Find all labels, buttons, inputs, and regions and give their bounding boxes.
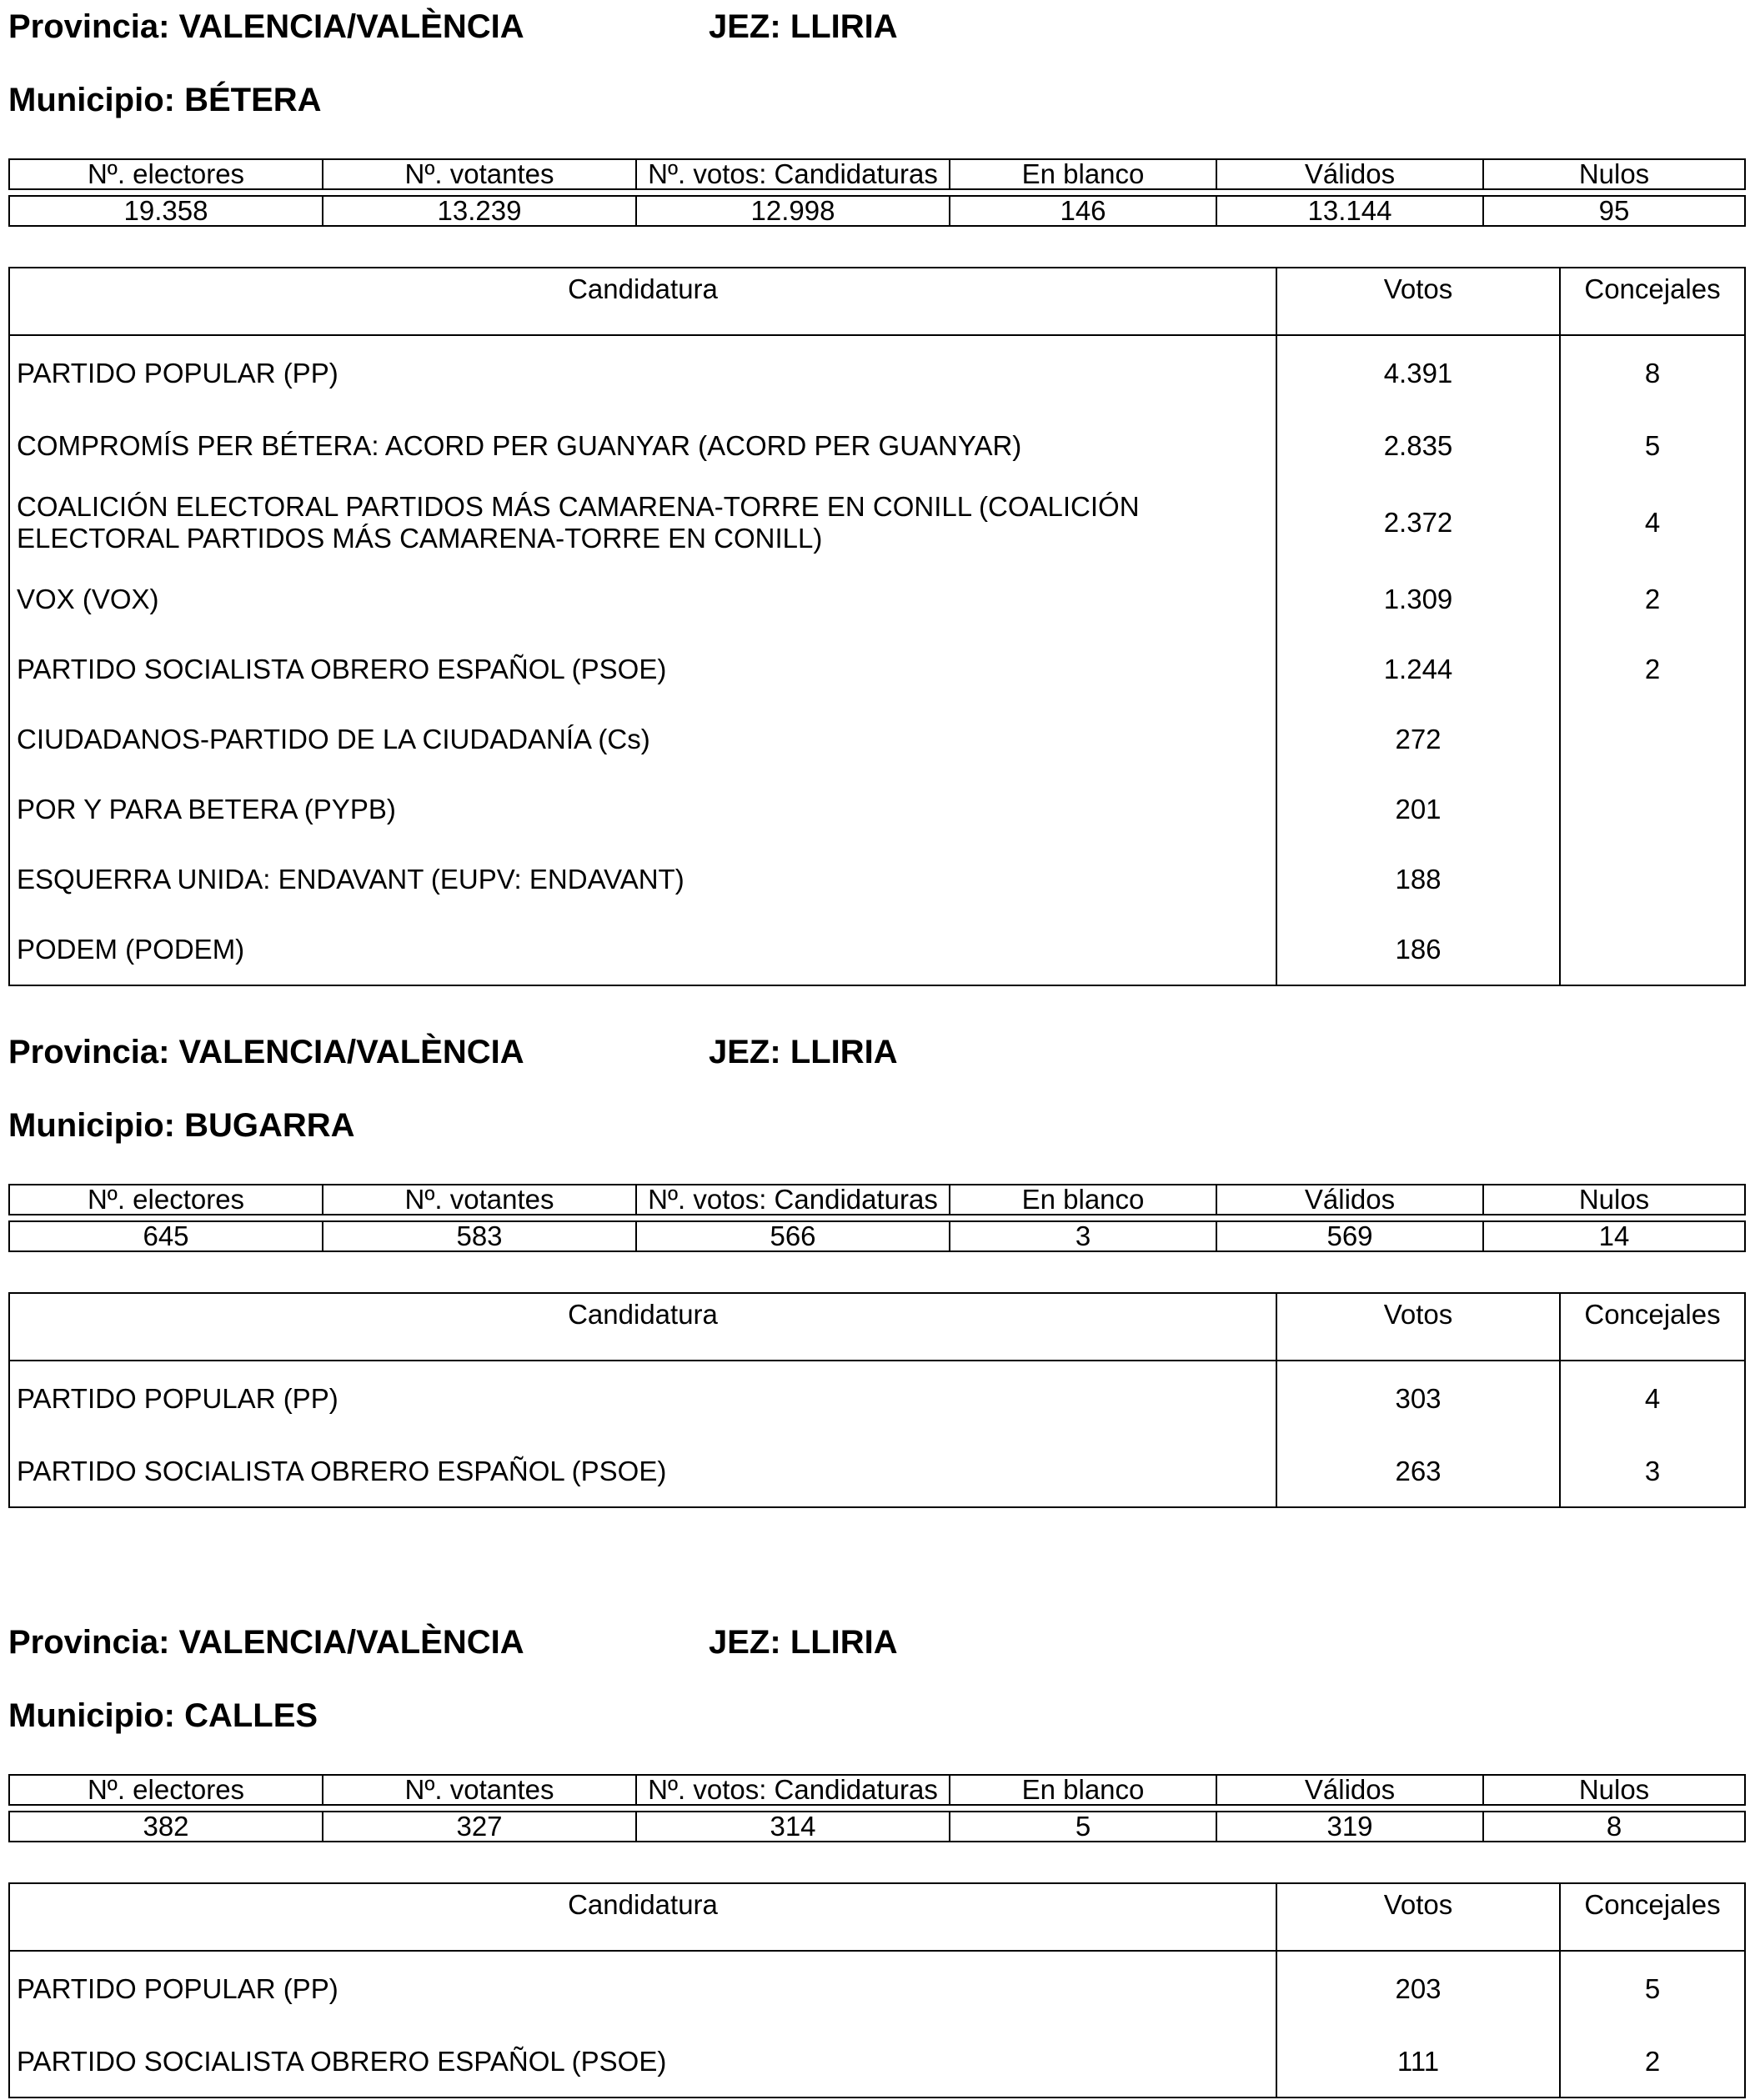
summary-value-row [9, 196, 1745, 226]
summary-header-cell: Nulos [1483, 1775, 1745, 1805]
summary-value-cell: 583 [323, 1221, 636, 1251]
summary-value-cell: 12.998 [636, 196, 950, 226]
jez-value: LLIRIA [790, 1624, 898, 1661]
candidaturas-header-cell: Candidatura [9, 1883, 1276, 1951]
summary-header-row [9, 1185, 1745, 1215]
candidatura-concejales [1560, 704, 1745, 774]
candidatura-concejales: 2 [1560, 2027, 1745, 2097]
jez-label: JEZ: [709, 8, 781, 45]
candidaturas-table [8, 267, 1746, 986]
candidaturas-header-cell: Concejales [1560, 1293, 1745, 1361]
candidatura-name: PARTIDO POPULAR (PP) [17, 1973, 338, 2004]
candidatura-concejales: 4 [1560, 481, 1745, 564]
candidatura-concejales: 4 [1560, 1361, 1745, 1436]
provincia-value: VALENCIA/VALÈNCIA [178, 1034, 524, 1070]
summary-table [8, 158, 1746, 227]
summary-header-cell: Nº. votantes [323, 1775, 636, 1805]
candidatura-name: PARTIDO POPULAR (PP) [17, 358, 338, 388]
candidatura-row [9, 704, 1745, 774]
candidatura-concejales: 3 [1560, 1436, 1745, 1507]
summary-header-cell: Nº. votos: Candidaturas [636, 1775, 950, 1805]
summary-header-cell: Nº. votantes [323, 1185, 636, 1215]
municipio-label: Municipio: [8, 1697, 175, 1734]
municipio-line [8, 80, 322, 120]
summary-header-cell: En blanco [950, 159, 1216, 189]
summary-value-cell: 5 [950, 1812, 1216, 1842]
candidatura-votos: 2.835 [1276, 411, 1560, 481]
summary-header-cell: Nº. votos: Candidaturas [636, 159, 950, 189]
candidatura-name: PODEM (PODEM) [17, 934, 245, 965]
summary-header-cell: En blanco [950, 1775, 1216, 1805]
candidaturas-header-row [9, 1293, 1745, 1361]
summary-value-cell: 382 [9, 1812, 323, 1842]
candidaturas-header-row [9, 268, 1745, 335]
municipio-value: BUGARRA [184, 1107, 355, 1144]
candidatura-concejales: 2 [1560, 564, 1745, 634]
candidatura-name: COALICIÓN ELECTORAL PARTIDOS MÁS CAMARENA-TORRE EN CONILL (COALICIÓN ELECTORAL PARTIDOS MÁS CAMARENA-TORRE EN CONILL) [17, 491, 1140, 554]
candidatura-name: PARTIDO SOCIALISTA OBRERO ESPAÑOL (PSOE) [17, 2046, 667, 2077]
candidaturas-header-cell: Votos [1276, 1883, 1560, 1951]
candidaturas-header-cell: Concejales [1560, 1883, 1745, 1951]
provincia-value: VALENCIA/VALÈNCIA [178, 1624, 524, 1661]
summary-value-cell: 13.144 [1216, 196, 1483, 226]
candidatura-concejales [1560, 915, 1745, 985]
candidatura-row [9, 845, 1745, 915]
candidaturas-table [8, 1292, 1746, 1508]
summary-header-cell: Nº. votos: Candidaturas [636, 1185, 950, 1215]
candidaturas-header-cell: Votos [1276, 1293, 1560, 1361]
municipio-value: CALLES [184, 1697, 318, 1734]
candidatura-name: COMPROMÍS PER BÉTERA: ACORD PER GUANYAR (ACORD PER GUANYAR) [17, 430, 1022, 461]
summary-gap [9, 189, 1745, 196]
summary-gap [9, 1215, 1745, 1221]
candidatura-votos: 201 [1276, 774, 1560, 845]
candidatura-votos: 4.391 [1276, 335, 1560, 411]
summary-value-cell: 3 [950, 1221, 1216, 1251]
candidatura-votos: 1.244 [1276, 634, 1560, 704]
summary-header-cell: Nº. electores [9, 1185, 323, 1215]
summary-value-cell: 314 [636, 1812, 950, 1842]
summary-value-cell: 319 [1216, 1812, 1483, 1842]
summary-header-cell: Nº. electores [9, 159, 323, 189]
candidaturas-header-cell: Candidatura [9, 1293, 1276, 1361]
candidatura-votos: 203 [1276, 1951, 1560, 2027]
provincia-line [8, 1032, 898, 1072]
summary-value-cell: 146 [950, 196, 1216, 226]
summary-header-cell: Válidos [1216, 159, 1483, 189]
candidatura-votos: 111 [1276, 2027, 1560, 2097]
summary-value-cell: 569 [1216, 1221, 1483, 1251]
summary-value-row [9, 1812, 1745, 1842]
summary-value-cell: 8 [1483, 1812, 1745, 1842]
candidaturas-header-row [9, 1883, 1745, 1951]
jez-group [709, 7, 898, 47]
provincia-value: VALENCIA/VALÈNCIA [178, 8, 524, 45]
candidatura-votos: 186 [1276, 915, 1560, 985]
candidatura-row [9, 1951, 1745, 2027]
candidaturas-header-cell: Votos [1276, 268, 1560, 335]
candidatura-votos: 303 [1276, 1361, 1560, 1436]
jez-value: LLIRIA [790, 8, 898, 45]
summary-value-cell: 327 [323, 1812, 636, 1842]
summary-table [8, 1774, 1746, 1842]
municipio-line [8, 1105, 355, 1145]
jez-label: JEZ: [709, 1034, 781, 1070]
summary-gap [9, 1805, 1745, 1812]
candidatura-row [9, 915, 1745, 985]
candidatura-name: CIUDADANOS-PARTIDO DE LA CIUDADANÍA (Cs) [17, 724, 650, 754]
candidatura-row [9, 2027, 1745, 2097]
summary-header-cell: Válidos [1216, 1775, 1483, 1805]
summary-value-cell: 13.239 [323, 196, 636, 226]
municipio-value: BÉTERA [184, 82, 322, 118]
jez-value: LLIRIA [790, 1034, 898, 1070]
candidatura-name: PARTIDO SOCIALISTA OBRERO ESPAÑOL (PSOE) [17, 654, 667, 684]
summary-table [8, 1184, 1746, 1252]
summary-value-cell: 566 [636, 1221, 950, 1251]
candidatura-votos: 263 [1276, 1436, 1560, 1507]
candidatura-concejales [1560, 774, 1745, 845]
candidatura-concejales: 2 [1560, 634, 1745, 704]
provincia-label: Provincia: [8, 1624, 170, 1661]
candidatura-name: ESQUERRA UNIDA: ENDAVANT (EUPV: ENDAVANT) [17, 864, 684, 895]
jez-label: JEZ: [709, 1624, 781, 1661]
candidatura-row [9, 481, 1745, 564]
jez-group [709, 1032, 898, 1072]
candidatura-concejales: 5 [1560, 1951, 1745, 2027]
candidatura-row [9, 335, 1745, 411]
summary-value-row [9, 1221, 1745, 1251]
summary-header-cell: En blanco [950, 1185, 1216, 1215]
candidatura-name: VOX (VOX) [17, 584, 159, 614]
candidatura-name: PARTIDO POPULAR (PP) [17, 1383, 338, 1414]
candidatura-row [9, 634, 1745, 704]
candidaturas-header-cell: Concejales [1560, 268, 1745, 335]
candidatura-row [9, 1361, 1745, 1436]
provincia-line [8, 7, 898, 47]
candidatura-votos: 272 [1276, 704, 1560, 774]
candidatura-row [9, 564, 1745, 634]
summary-value-cell: 14 [1483, 1221, 1745, 1251]
summary-header-row [9, 159, 1745, 189]
summary-header-cell: Nº. electores [9, 1775, 323, 1805]
provincia-label: Provincia: [8, 8, 170, 45]
candidatura-concejales: 8 [1560, 335, 1745, 411]
municipio-line [8, 1696, 318, 1736]
candidatura-row [9, 411, 1745, 481]
summary-header-row [9, 1775, 1745, 1805]
summary-value-cell: 645 [9, 1221, 323, 1251]
candidaturas-header-cell: Candidatura [9, 268, 1276, 335]
summary-header-cell: Nº. votantes [323, 159, 636, 189]
municipio-label: Municipio: [8, 82, 175, 118]
summary-header-cell: Válidos [1216, 1185, 1483, 1215]
summary-header-cell: Nulos [1483, 1185, 1745, 1215]
summary-value-cell: 19.358 [9, 196, 323, 226]
jez-group [709, 1622, 898, 1662]
candidatura-concejales: 5 [1560, 411, 1745, 481]
provincia-line [8, 1622, 898, 1662]
candidatura-votos: 2.372 [1276, 481, 1560, 564]
candidatura-concejales [1560, 845, 1745, 915]
candidatura-row [9, 1436, 1745, 1507]
candidatura-row [9, 774, 1745, 845]
summary-value-cell: 95 [1483, 196, 1745, 226]
municipio-label: Municipio: [8, 1107, 175, 1144]
candidatura-name: PARTIDO SOCIALISTA OBRERO ESPAÑOL (PSOE) [17, 1456, 667, 1486]
provincia-label: Provincia: [8, 1034, 170, 1070]
candidatura-votos: 1.309 [1276, 564, 1560, 634]
candidatura-name: POR Y PARA BETERA (PYPB) [17, 794, 396, 824]
candidatura-votos: 188 [1276, 845, 1560, 915]
candidaturas-table [8, 1882, 1746, 2098]
summary-header-cell: Nulos [1483, 159, 1745, 189]
